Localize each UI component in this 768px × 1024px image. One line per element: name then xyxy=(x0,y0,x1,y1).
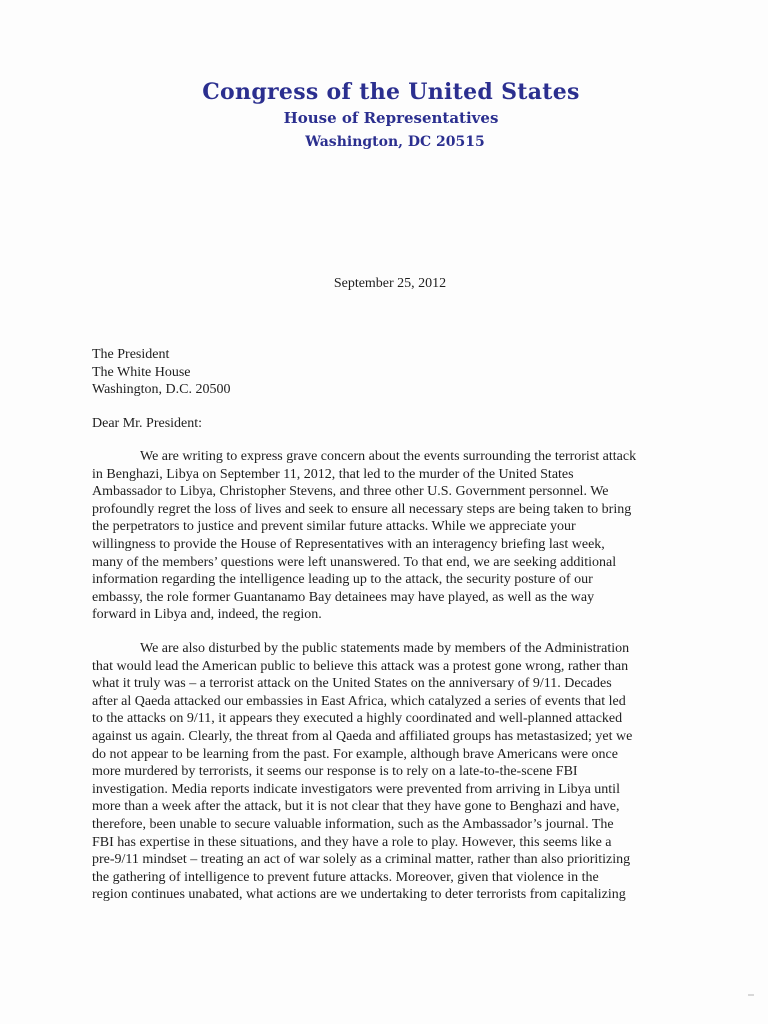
recipient-address xyxy=(92,346,230,399)
paragraph-line: forward in Libya and, indeed, the region. xyxy=(92,607,322,623)
paragraph-line: many of the members’ questions were left unanswered. To that end, we are seeking additional xyxy=(92,554,617,570)
paragraph-line: pre-9/11 mindset – treating an act of war solely as a criminal matter, rather than also prioritizing xyxy=(92,852,631,868)
paragraph-line: We are writing to express grave concern about the events surrounding the terrorist attack xyxy=(140,449,637,464)
paragraph-line: the gathering of intelligence to prevent future attacks. Moreover, given that violence in the xyxy=(92,869,599,885)
paragraph-line: willingness to provide the House of Representatives with an interagency briefing last week, xyxy=(92,536,605,552)
paragraph-line: more murdered by terrorists, it seems our response is to rely on a late-to-the-scene FBI xyxy=(92,764,578,780)
paragraph-1 xyxy=(92,448,678,624)
paragraph-line: investigation. Media reports indicate investigators were prevented from arriving in Libya until xyxy=(92,781,620,797)
recipient-city: Washington, D.C. 20500 xyxy=(92,382,231,397)
paragraph-line: the perpetrators to justice and prevent similar future attacks. While we appreciate your xyxy=(92,519,576,535)
paragraph-line: to the attacks on 9/11, it appears they executed a highly coordinated and well-planned attacked xyxy=(92,711,623,727)
paragraph-line: embassy, the role former Guantanamo Bay detainees may have played, as well as the way xyxy=(92,589,595,605)
letterhead-address: Washington, DC 20515 xyxy=(305,134,485,150)
paragraph-line: information regarding the intelligence leading up to the attack, the security posture of our xyxy=(92,572,593,588)
letterhead-congress: Congress of the United States xyxy=(202,79,580,105)
recipient-name: The President xyxy=(92,347,170,362)
paragraph-line: therefore, been unable to secure valuable information, such as the Ambassador’s journal. The xyxy=(92,816,614,832)
letterhead-house: House of Representatives xyxy=(283,109,499,127)
paragraph-line: We are also disturbed by the public statements made by members of the Administration xyxy=(140,641,630,656)
letter-date: September 25, 2012 xyxy=(333,276,447,291)
paragraph-line: more than a week after the attack, but it is not clear that they have gone to Benghazi and have, xyxy=(92,799,620,815)
paragraph-line: FBI has expertise in these situations, and they have a role to play. However, this seems like a xyxy=(92,834,612,850)
paragraph-line: profoundly regret the loss of lives and seek to ensure all necessary steps are being taken to bring xyxy=(92,501,632,517)
paragraph-line: do not appear to be learning from the past. For example, although brave Americans were once xyxy=(92,746,618,762)
paragraph-line: in Benghazi, Libya on September 11, 2012, that led to the murder of the United States xyxy=(92,466,574,482)
paragraph-line: region continues unabated, what actions are we undertaking to deter terrorists from capitalizing xyxy=(92,887,626,903)
paragraph-line: that would lead the American public to believe this attack was a protest gone wrong, rather than xyxy=(92,658,629,674)
paragraph-line: what it truly was – a terrorist attack on the United States on the anniversary of 9/11. Decades xyxy=(92,676,612,692)
paragraph-line: after al Qaeda attacked our embassies in East Africa, which catalyzed a series of events that led xyxy=(92,693,626,709)
salutation: Dear Mr. President: xyxy=(92,416,203,431)
paragraph-line: Ambassador to Libya, Christopher Stevens, and three other U.S. Government personnel. We xyxy=(92,484,609,500)
letterhead xyxy=(0,78,768,154)
paragraph-2 xyxy=(92,640,678,904)
paragraph-line: against us again. Clearly, the threat from al Qaeda and affiliated groups has metastasized; yet we xyxy=(92,728,633,744)
recipient-office: The White House xyxy=(92,364,191,380)
scan-artifact xyxy=(748,994,754,996)
